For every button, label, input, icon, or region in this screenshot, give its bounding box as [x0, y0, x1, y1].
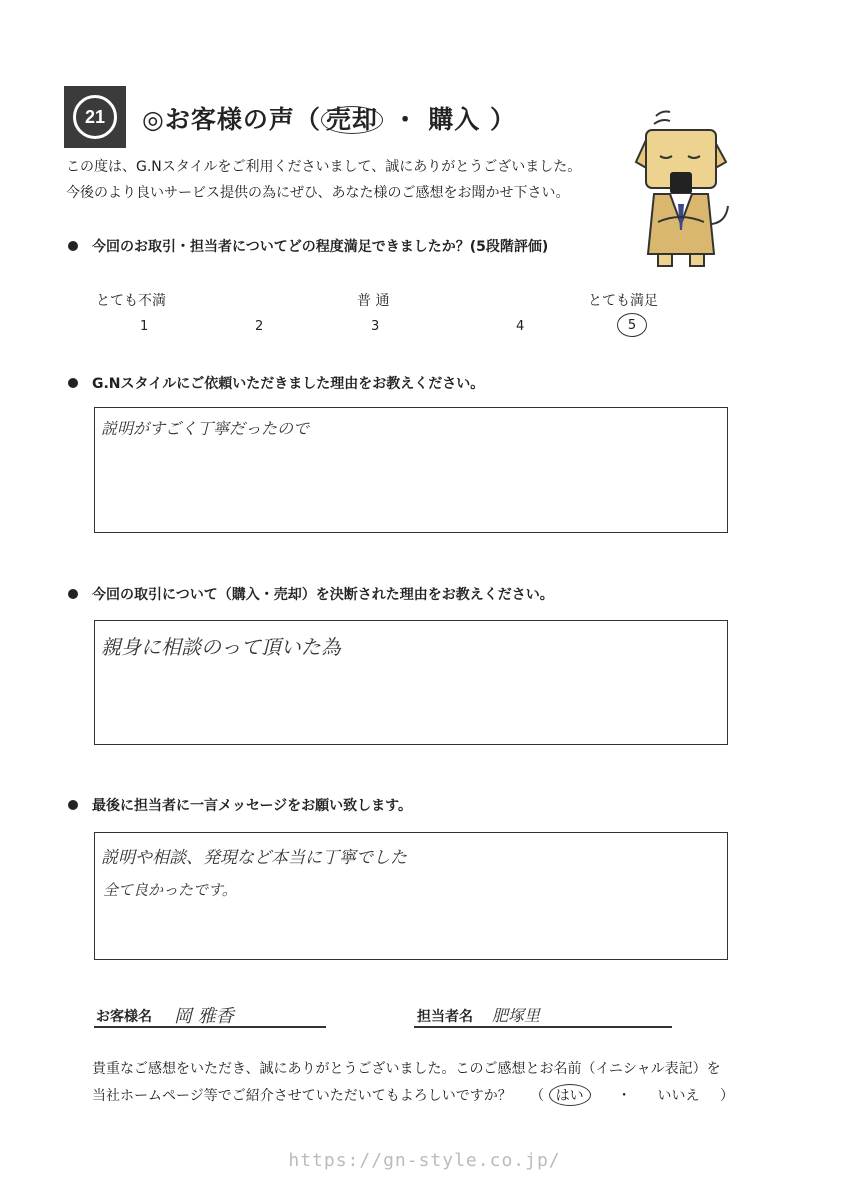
- question-3-text: 今回の取引について（購入・売却）を決断された理由をお教えください。: [92, 587, 554, 603]
- staff-name-label: 担当者名: [417, 1009, 473, 1025]
- scale-option-2[interactable]: 2: [255, 319, 264, 334]
- staff-name-underline: [414, 1026, 672, 1028]
- answer-2-handwriting: 説明がすごく丁寧だったので: [101, 419, 310, 438]
- logo-text: 21: [73, 95, 117, 139]
- title-sep: ・: [392, 105, 419, 134]
- consent-close-paren: ）: [719, 1088, 734, 1104]
- scale-option-1[interactable]: 1: [140, 319, 149, 334]
- question-1-text: 今回のお取引・担当者についてどの程度満足できましたか？(5段階評価): [92, 239, 549, 255]
- scale-option-5-text: 5: [627, 317, 637, 333]
- scale-label-high: とても満足: [588, 293, 658, 309]
- intro-line-1: この度は、G.Nスタイルをご利用くださいまして、誠にありがとうございました。: [66, 159, 582, 175]
- question-4: [68, 795, 412, 815]
- staff-name-value: 肥塚里: [492, 1006, 541, 1025]
- question-1: [68, 236, 548, 256]
- page-title: [142, 100, 516, 136]
- dog-mascot-illustration: [626, 104, 736, 274]
- answer-box-4[interactable]: [94, 832, 728, 960]
- scale-option-5-selected[interactable]: [617, 313, 647, 337]
- title-buy: 購入: [428, 105, 481, 134]
- site-url-watermark: https://gn-style.co.jp/: [288, 1150, 561, 1171]
- title-prefix: ◎お客様の声（: [142, 105, 321, 134]
- scale-option-3[interactable]: 3: [371, 319, 380, 334]
- closing-line-2: [92, 1084, 734, 1106]
- customer-name-underline: [94, 1026, 326, 1028]
- question-2: [68, 373, 484, 393]
- answer-4-handwriting-line-2: 全て良かったです。: [103, 881, 237, 899]
- consent-sep: ・: [617, 1088, 632, 1104]
- consent-no[interactable]: いいえ: [657, 1088, 700, 1104]
- century21-logo: [64, 86, 126, 148]
- bullet-dot-icon: [68, 800, 78, 810]
- answer-box-2[interactable]: [94, 407, 728, 533]
- bullet-dot-icon: [68, 589, 78, 599]
- customer-name-label: お客様名: [96, 1009, 152, 1025]
- question-2-text: G.Nスタイルにご依頼いただきました理由をお教えください。: [92, 376, 485, 392]
- bullet-dot-icon: [68, 241, 78, 251]
- consent-yes-selected[interactable]: はい: [549, 1084, 591, 1106]
- question-4-text: 最後に担当者に一言メッセージをお願い致します。: [92, 798, 413, 814]
- answer-box-3[interactable]: [94, 620, 728, 745]
- answer-4-handwriting-line-1: 説明や相談、発現など本当に丁寧でした: [101, 848, 407, 868]
- title-suffix: ）: [490, 105, 517, 134]
- closing-question: 当社ホームページ等でご紹介させていただいてもよろしいですか？: [92, 1088, 512, 1104]
- intro-line-2: 今後のより良いサービス提供の為にぜひ、あなた様のご感想をお聞かせ下さい。: [66, 185, 570, 201]
- answer-3-handwriting: 親身に相談のって頂いた為: [101, 635, 341, 659]
- scale-label-mid: 普 通: [357, 293, 390, 309]
- customer-name-value: 岡 雅香: [174, 1006, 234, 1027]
- closing-line-1: 貴重なご感想をいただき、誠にありがとうございました。このご感想とお名前（イニシャル表記）を: [92, 1061, 721, 1077]
- bullet-dot-icon: [68, 378, 78, 388]
- scale-option-4[interactable]: 4: [516, 319, 525, 334]
- question-3: [68, 584, 554, 604]
- scale-label-low: とても不満: [96, 293, 166, 309]
- title-sell-circled: 売却: [321, 106, 383, 134]
- consent-open-paren: （: [530, 1088, 545, 1104]
